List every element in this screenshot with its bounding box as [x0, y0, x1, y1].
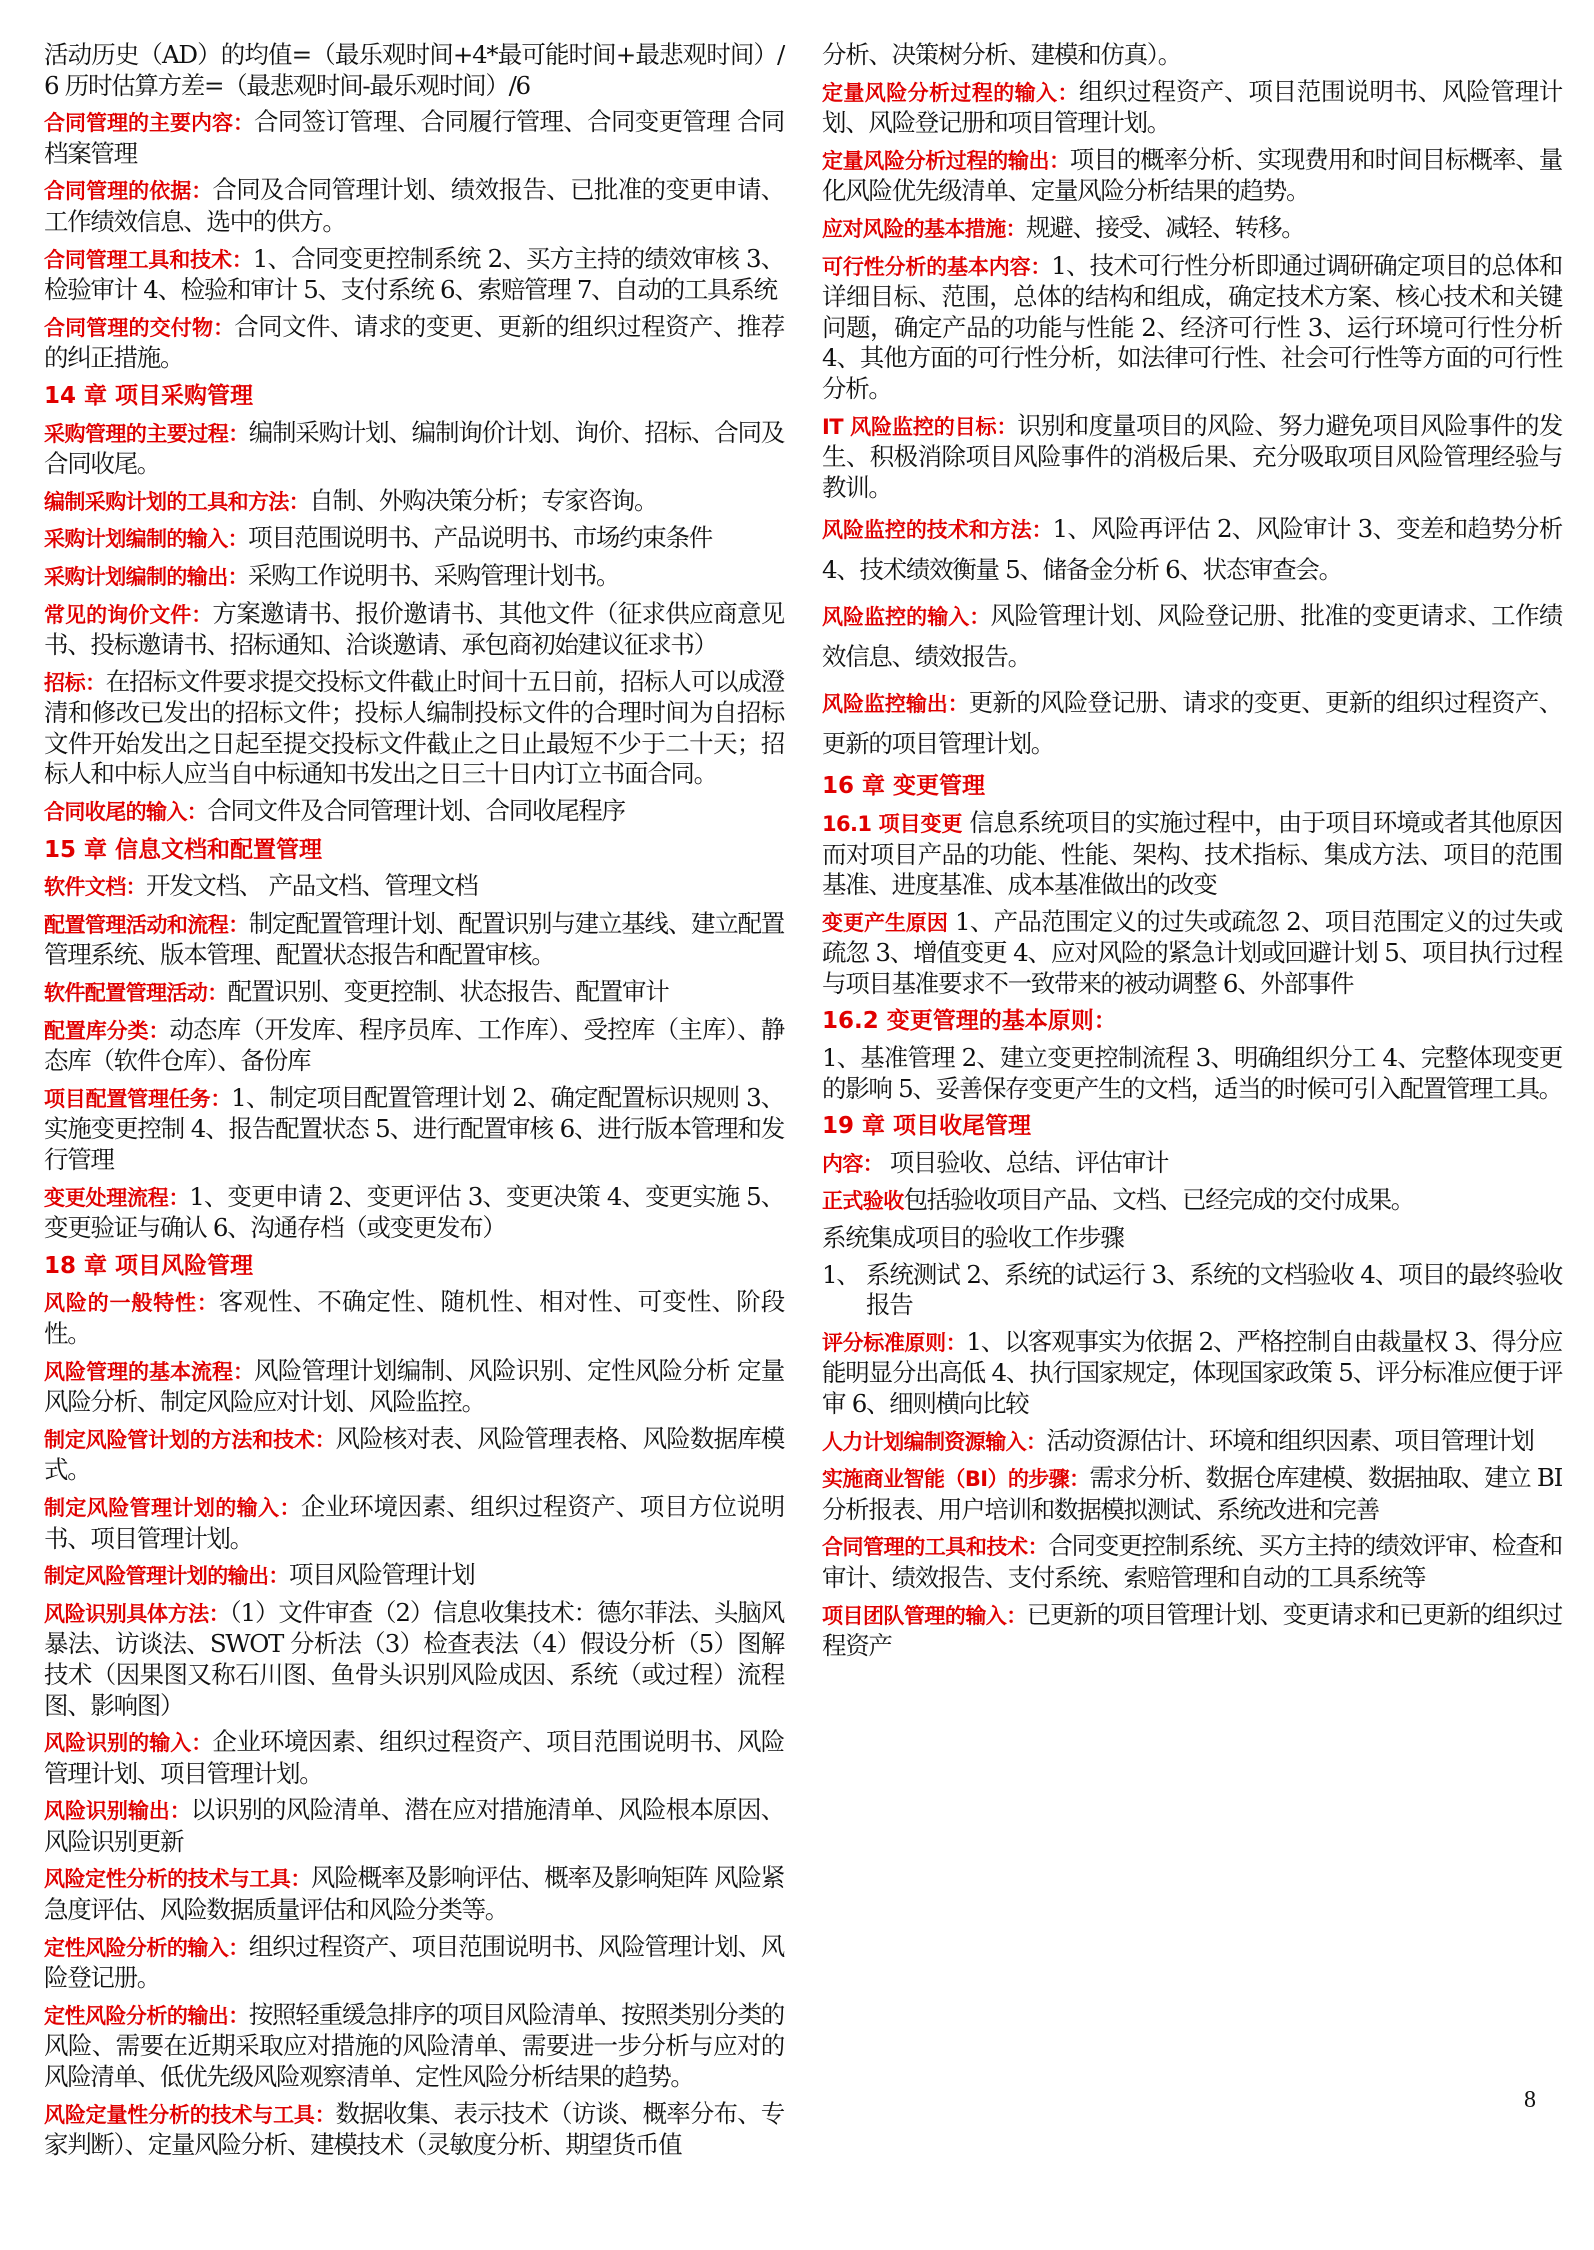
paragraph-text: 包括验收项目产品、文档、已经完成的交付成果。 — [903, 1185, 1415, 1215]
term-label: IT 风险监控的目标： — [822, 414, 1018, 439]
term-label: 采购计划编制的输出： — [44, 564, 248, 589]
paragraph — [822, 40, 1562, 71]
left-column — [44, 40, 784, 2161]
paragraph — [44, 2000, 784, 2093]
term-label: 内容： — [822, 1151, 884, 1176]
paragraph — [44, 1424, 784, 1486]
paragraph-text: （1）文件审查（2）信息收集技术：德尔菲法、头脑风暴法、访谈法、SWOT 分析法（3）检查表法（4）假设分析（5）图解技术（因果图又称石川图、鱼骨头识别风险成因、系统（或过程）流程图、影响图） — [44, 1597, 784, 1720]
paragraph — [822, 596, 1562, 677]
term-label: 16.1 项目变更 — [822, 811, 963, 836]
chapter-heading — [44, 834, 784, 866]
chapter-title: 16 章 变更管理 — [822, 773, 986, 800]
chapter-title: 18 章 项目风险管理 — [44, 1252, 254, 1279]
paragraph-text: 1、产品范围定义的过失或疏忽 2、项目范围定义的过失或疏忽 3、增值变更 4、应对风险的紧急计划或回避计划 5、项目执行过程与项目基准要求不一致带来的被动调整 6、外部事件 — [822, 906, 1562, 998]
paragraph — [44, 561, 784, 593]
paragraph — [822, 1600, 1562, 1662]
term-label: 定性风险分析的输出： — [44, 2003, 249, 2028]
term-label: 风险的一般特性： — [44, 1291, 219, 1316]
paragraph — [822, 1223, 1562, 1254]
paragraph-text: 1、制定项目配置管理计划 2、确定配置标识规则 3、实施变更控制 4、报告配置状态 5、进行配置审核 6、进行版本管理和发行管理 — [44, 1082, 784, 1174]
paragraph-text: 1、风险再评估 2、风险审计 3、变差和趋势分析 4、技术绩效衡量 5、储备金分析 6、状态审查会。 — [822, 514, 1562, 585]
term-label: 配置库分类： — [44, 1018, 170, 1043]
paragraph-text: 分析、决策树分析、建模和仿真）。 — [822, 40, 1181, 69]
paragraph — [822, 411, 1562, 504]
paragraph-text: 项目范围说明书、产品说明书、市场约束条件 — [248, 523, 712, 553]
paragraph-text: 风险核对表、风险管理表格、风险数据库模式。 — [44, 1423, 784, 1485]
paragraph — [44, 1863, 784, 1925]
term-label: 招标： — [44, 670, 106, 695]
paragraph — [44, 523, 784, 555]
paragraph — [44, 1598, 784, 1721]
chapter-heading — [822, 770, 1562, 802]
paragraph — [44, 1727, 784, 1789]
paragraph-text: 项目验收、总结、评估审计 — [883, 1147, 1169, 1177]
paragraph-text: 合同变更控制系统、买方主持的绩效评审、检查和审计、绩效报告、支付系统、索赔管理和自动的工具系统等 — [822, 1531, 1562, 1592]
paragraph-text: 已更新的项目管理计划、变更请求和已更新的组织过程资产 — [822, 1599, 1562, 1661]
paragraph-text: 活动资源估计、环境和组织因素、项目管理计划 — [1046, 1425, 1534, 1455]
term-label: 软件配置管理活动： — [44, 981, 228, 1006]
chapter-heading — [822, 1005, 1562, 1037]
paragraph — [44, 1795, 784, 1857]
paragraph-text: 项目的概率分析、实现费用和时间目标概率、量化风险优先级清单、定量风险分析结果的趋势。 — [822, 144, 1562, 206]
chapter-title: 15 章 信息文档和配置管理 — [44, 836, 323, 863]
paragraph — [822, 77, 1562, 139]
paragraph-text: 配置识别、变更控制、状态报告、配置审计 — [227, 977, 669, 1007]
paragraph — [44, 1492, 784, 1554]
chapter-heading — [44, 380, 784, 412]
term-label: 合同管理的工具和技术： — [822, 1535, 1049, 1560]
paragraph — [44, 418, 784, 480]
paragraph-text: 企业环境因素、组织过程资产、项目范围说明书、风险管理计划、项目管理计划。 — [44, 1727, 784, 1788]
paragraph — [822, 509, 1562, 590]
paragraph — [44, 909, 784, 971]
term-label: 合同管理的主要内容： — [44, 111, 254, 136]
paragraph-text: 合同及合同管理计划、绩效报告、已批准的变更申请、工作绩效信息、选中的供方。 — [44, 175, 784, 236]
term-label: 风险监控输出： — [822, 692, 969, 717]
paragraph-text: 开发文档、 产品文档、管理文档 — [146, 871, 478, 901]
paragraph-text: 系统集成项目的验收工作步骤 — [822, 1223, 1124, 1253]
paragraph — [44, 871, 784, 903]
paragraph — [44, 796, 784, 828]
paragraph — [822, 1426, 1562, 1458]
term-label: 风险监控的输入： — [822, 605, 991, 630]
paragraph — [822, 145, 1562, 207]
term-label: 风险定量性分析的技术与工具： — [44, 2102, 336, 2127]
chapter-heading — [44, 1250, 784, 1282]
paragraph — [822, 808, 1562, 901]
paragraph — [44, 1083, 784, 1176]
paragraph — [44, 667, 784, 790]
page-number: 8 — [1524, 2087, 1536, 2113]
paragraph-text: 按照轻重缓急排序的项目风险清单、按照类别分类的风险、需要在近期采取应对措施的风险清单、需要进一步分析与应对的风险清单、低优先级风险观察清单、定性风险分析结果的趋势。 — [44, 1999, 784, 2092]
paragraph-text: 1、合同变更控制系统 2、买方主持的绩效审核 3、检验审计 4、检验和审计 5、支付系统 6、索赔管理 7、自动的工具系统 — [44, 243, 785, 305]
paragraph-text: 动态库（开发库、程序员库、工作库）、受控库（主库）、静态库（软件仓库）、备份库 — [44, 1014, 784, 1076]
list-number: 1、 — [822, 1259, 860, 1289]
chapter-title: 19 章 项目收尾管理 — [822, 1113, 1032, 1140]
paragraph-text: 需求分析、数据仓库建模、数据抽取、建立 BI 分析报表、用户培训和数据模拟测试、系统改进和完善 — [822, 1463, 1562, 1524]
paragraph — [44, 977, 784, 1009]
term-label: 风险管理的基本流程： — [44, 1359, 254, 1384]
paragraph — [44, 107, 784, 169]
paragraph — [822, 1531, 1562, 1593]
paragraph-text: 客观性、不确定性、随机性、相对性、可变性、阶段性。 — [44, 1287, 784, 1348]
term-label: 定量风险分析过程的输出： — [822, 148, 1070, 173]
paragraph — [822, 907, 1562, 1000]
paragraph-text: 制定配置管理计划、配置识别与建立基线、建立配置管理系统、版本管理、配置状态报告和配置审核。 — [44, 908, 784, 970]
paragraph-text: 合同文件、请求的变更、更新的组织过程资产、推荐的纠正措施。 — [44, 311, 784, 373]
paragraph-text: 企业环境因素、组织过程资产、项目方位说明书、项目管理计划。 — [44, 1491, 784, 1553]
paragraph-text: 1、技术可行性分析即通过调研确定项目的总体和详细目标、范围，总体的结构和组成，确定技术方案、核心技术和关键问题，确定产品的功能与性能 2、经济可行性 3、运行环境可行性分析 4、其他方面的可行性分析，如法律可行性、社会可行性等方面的可行性分析。 — [822, 250, 1562, 403]
paragraph — [822, 1185, 1562, 1217]
chapter-title: 16.2 变更管理的基本原则： — [822, 1008, 1117, 1035]
term-label: 评分标准原则： — [822, 1330, 967, 1355]
paragraph-text: 组织过程资产、项目范围说明书、风险管理计划、风险登记册。 — [44, 1931, 784, 1993]
paragraph — [822, 1043, 1562, 1104]
paragraph — [44, 1287, 784, 1349]
paragraph — [44, 312, 784, 374]
term-label: 应对风险的基本措施： — [822, 216, 1026, 241]
paragraph — [822, 1148, 1562, 1180]
term-label: 定量风险分析过程的输入： — [822, 80, 1079, 105]
paragraph — [44, 175, 784, 237]
paragraph — [44, 40, 784, 101]
paragraph — [822, 1327, 1562, 1420]
paragraph-text: 风险管理计划、风险登记册、批准的变更请求、工作绩效信息、绩效报告。 — [822, 601, 1562, 672]
term-label: 制定风险管理计划的输出： — [44, 1564, 289, 1589]
term-label: 合同管理的依据： — [44, 179, 213, 204]
right-column — [822, 40, 1562, 1662]
paragraph — [822, 683, 1562, 764]
chapter-title: 14 章 项目采购管理 — [44, 382, 254, 409]
term-label: 实施商业智能（BI）的步骤： — [822, 1467, 1090, 1492]
paragraph-text: 合同签订管理、合同履行管理、合同变更管理 合同档案管理 — [44, 107, 785, 168]
paragraph — [44, 1560, 784, 1592]
paragraph-text: 识别和度量项目的风险、努力避免项目风险事件的发生、积极消除项目风险事件的消极后果、充分吸取项目风险管理经验与教训。 — [822, 410, 1562, 502]
list-text: 系统测试 2、系统的试运行 3、系统的文档验收 4、项目的最终验收报告 — [866, 1259, 1562, 1320]
paragraph — [44, 244, 784, 306]
paragraph-text: 合同文件及合同管理计划、合同收尾程序 — [207, 796, 625, 826]
term-label: 风险识别输出： — [44, 1799, 191, 1824]
paragraph-text: 在招标文件要求提交投标文件截止时间十五日前，招标人可以成澄清和修改已发出的招标文件；投标人编制投标文件的合理时间为自招标文件开始发出之日起至提交投标文件截止之日止最短不少于二十天；招标人和中标人应当自中标通知书发出之日三十日内订立书面合同。 — [44, 666, 784, 789]
paragraph-text: 数据收集、表示技术（访谈、概率分布、专家判断）、定量风险分析、建模技术（灵敏度分析、期望货币值 — [44, 2098, 784, 2160]
paragraph — [44, 1182, 784, 1244]
paragraph-text: 活动历史（AD）的均值=（最乐观时间+4*最可能时间+最悲观时间）/6 历时估算方差=（最悲观时间-最乐观时间）/6 — [44, 40, 784, 100]
paragraph-text: 以识别的风险清单、潜在应对措施清单、风险根本原因、风险识别更新 — [44, 1795, 784, 1856]
paragraph — [44, 486, 784, 518]
paragraph-text: 更新的风险登记册、请求的变更、更新的组织过程资产、更新的项目管理计划。 — [822, 688, 1562, 759]
term-label: 合同管理工具和技术： — [44, 247, 253, 272]
term-label: 风险识别的输入： — [44, 1731, 213, 1756]
paragraph-text: 风险管理计划编制、风险识别、定性风险分析 定量风险分析、制定风险应对计划、风险监控。 — [44, 1355, 785, 1417]
term-label: 常见的询价文件： — [44, 602, 213, 627]
paragraph-text: 方案邀请书、报价邀请书、其他文件（征求供应商意见书、投标邀请书、招标通知、洽谈邀请、承包商初始建议征求书） — [44, 598, 784, 660]
term-label: 合同管理的交付物： — [44, 315, 235, 340]
term-label: 正式验收 — [822, 1189, 904, 1214]
paragraph — [822, 213, 1562, 245]
paragraph-text: 规避、接受、减轻、转移。 — [1026, 212, 1305, 242]
term-label: 合同收尾的输入： — [44, 800, 208, 825]
term-label: 制定风险管计划的方法和技术： — [44, 1427, 336, 1452]
term-label: 采购计划编制的输入： — [44, 527, 248, 552]
paragraph-text: 1、变更申请 2、变更评估 3、变更决策 4、变更实施 5、变更验证与确认 6、沟通存档（或变更发布） — [44, 1181, 784, 1243]
paragraph — [44, 599, 784, 661]
paragraph — [44, 2099, 784, 2161]
paragraph-text: 1、基准管理 2、建立变更控制流程 3、明确组织分工 4、完整体现变更的影响 5、妥善保存变更产生的文档，适当的时候可引入配置管理工具。 — [822, 1043, 1562, 1103]
term-label: 采购管理的主要过程： — [44, 421, 249, 446]
paragraph — [44, 1015, 784, 1077]
term-label: 可行性分析的基本内容： — [822, 254, 1052, 279]
list-item — [822, 1260, 1562, 1321]
term-label: 风险识别具体方法： — [44, 1601, 230, 1626]
paragraph — [822, 1463, 1562, 1525]
term-label: 变更产生原因 — [822, 910, 948, 935]
paragraph-text: 1、以客观事实为依据 2、严格控制自由裁量权 3、得分应能明显分出高低 4、执行国家规定，体现国家政策 5、评分标准应便于评审 6、细则横向比较 — [822, 1326, 1562, 1418]
paragraph-text: 组织过程资产、项目范围说明书、风险管理计划、风险登记册和项目管理计划。 — [822, 76, 1562, 138]
term-label: 软件文档： — [44, 875, 146, 900]
paragraph-text: 风险概率及影响评估、概率及影响矩阵 风险紧急度评估、风险数据质量评估和风险分类等。 — [44, 1863, 784, 1925]
paragraph-text: 项目风险管理计划 — [288, 1560, 475, 1590]
term-label: 风险监控的技术和方法： — [822, 518, 1053, 543]
term-label: 风险定性分析的技术与工具： — [44, 1867, 311, 1892]
paragraph-text: 采购工作说明书、采购管理计划书。 — [248, 560, 620, 590]
paragraph-text: 信息系统项目的实施过程中，由于项目环境或者其他原因而对项目产品的功能、性能、架构、技术指标、集成方法、项目的范围基准、进度基准、成本基准做出的改变 — [822, 807, 1562, 900]
term-label: 项目团队管理的输入： — [822, 1603, 1027, 1628]
term-label: 项目配置管理任务： — [44, 1086, 232, 1111]
term-label: 配置管理活动和流程： — [44, 912, 249, 937]
paragraph — [44, 1932, 784, 1994]
term-label: 制定风险管理计划的输入： — [44, 1495, 301, 1520]
chapter-heading — [822, 1110, 1562, 1142]
term-label: 变更处理流程： — [44, 1185, 190, 1210]
term-label: 编制采购计划的工具和方法： — [44, 489, 310, 514]
paragraph — [822, 251, 1562, 405]
paragraph-text: 自制、外购决策分析；专家咨询。 — [309, 485, 658, 515]
term-label: 人力计划编制资源输入： — [822, 1429, 1047, 1454]
term-label: 定性风险分析的输入： — [44, 1935, 249, 1960]
paragraph — [44, 1356, 784, 1418]
paragraph-text: 编制采购计划、编制询价计划、询价、招标、合同及合同收尾。 — [44, 417, 784, 479]
